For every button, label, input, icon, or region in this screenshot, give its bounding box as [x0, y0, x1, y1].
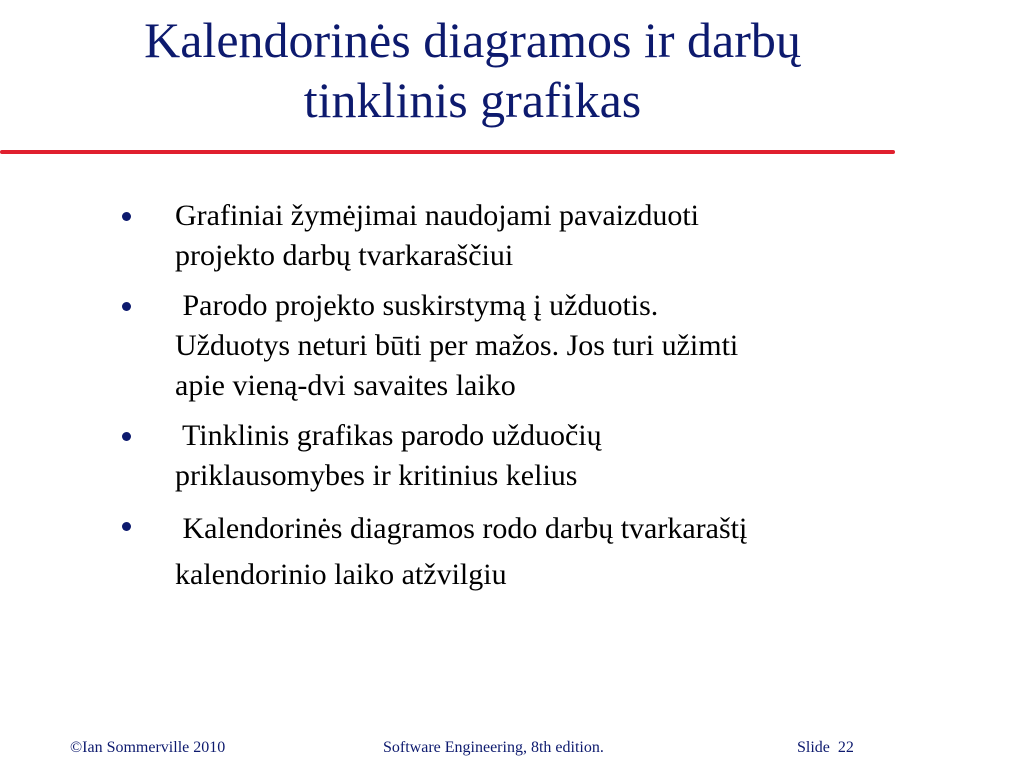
slide-title-line-2: tinklinis grafikas	[303, 72, 642, 128]
bullet-line: Parodo projekto suskirstymą į užduotis.	[175, 289, 659, 322]
bullet-line: apie vieną-dvi savaites laiko	[175, 369, 516, 402]
bullet-line: Kalendorinės diagramos rodo darbų tvarkaraštį	[175, 512, 748, 545]
footer-slide-number: Slide 22	[797, 739, 854, 756]
footer-copyright: ©Ian Sommerville 2010	[70, 739, 226, 756]
title-divider	[0, 150, 895, 154]
bullet-line: Grafiniai žymėjimai naudojami pavaizduoti	[175, 199, 699, 232]
bullet-line: priklausomybes ir kritinius kelius	[175, 459, 578, 492]
slide-title-line-1: Kalendorinės diagramos ir darbų	[144, 12, 801, 68]
bullet-line: kalendorinio laiko atžvilgiu	[175, 558, 507, 591]
slide-title	[40, 10, 905, 130]
footer-book-title: Software Engineering, 8th edition.	[383, 739, 604, 756]
bullet-item	[120, 416, 950, 496]
bullet-line: projekto darbų tvarkaraščiui	[175, 239, 514, 272]
bullet-dot-icon	[122, 212, 131, 221]
bullet-item	[120, 506, 950, 598]
bullet-dot-icon	[122, 302, 131, 311]
bullet-list	[120, 196, 950, 608]
bullet-line: Užduotys neturi būti per mažos. Jos turi užimti	[175, 329, 739, 362]
bullet-line: Tinklinis grafikas parodo užduočių	[175, 419, 602, 452]
bullet-item	[120, 286, 950, 406]
bullet-dot-icon	[122, 432, 131, 441]
bullet-item	[120, 196, 950, 276]
bullet-dot-icon	[122, 522, 131, 531]
